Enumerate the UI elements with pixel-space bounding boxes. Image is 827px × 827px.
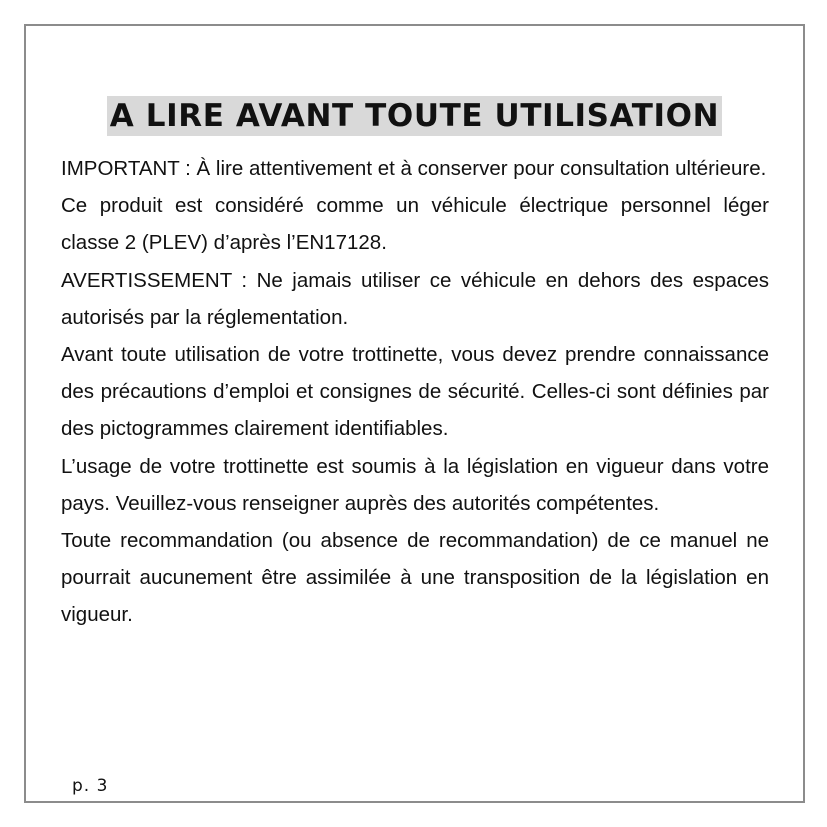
paragraph-recommendation: Toute recommandation (ou absence de recommandation) de ce manuel ne pourrait aucunement être assimilée à une transposition de la législation en vigueur. <box>61 529 769 627</box>
paragraph-important: IMPORTANT : À lire attentivement et à conserver pour consultation ultérieure. <box>61 157 767 180</box>
paragraph-warning: AVERTISSEMENT : Ne jamais utiliser ce véhicule en dehors des espaces autorisés par la réglementation. <box>61 268 769 329</box>
paragraph-plev-classification: Ce produit est considéré comme un véhicule électrique personnel léger classe 2 (PLEV) d’après l’EN17128. <box>61 194 769 255</box>
paragraph-safety-instructions: Avant toute utilisation de votre trottinette, vous devez prendre connaissance des précautions d’emploi et consignes de sécurité. Celles-ci sont définies par des pictogrammes clairement identifiables. <box>61 343 769 441</box>
paragraph-legislation: L’usage de votre trottinette est soumis à la législation en vigueur dans votre pays. Veuillez-vous renseigner auprès des autorités compétentes. <box>61 454 769 515</box>
page-number: p. 3 <box>72 776 109 796</box>
page-title: A LIRE AVANT TOUTE UTILISATION <box>107 96 722 136</box>
title-container <box>26 96 803 136</box>
body-text <box>61 150 769 634</box>
page-frame <box>24 24 805 803</box>
